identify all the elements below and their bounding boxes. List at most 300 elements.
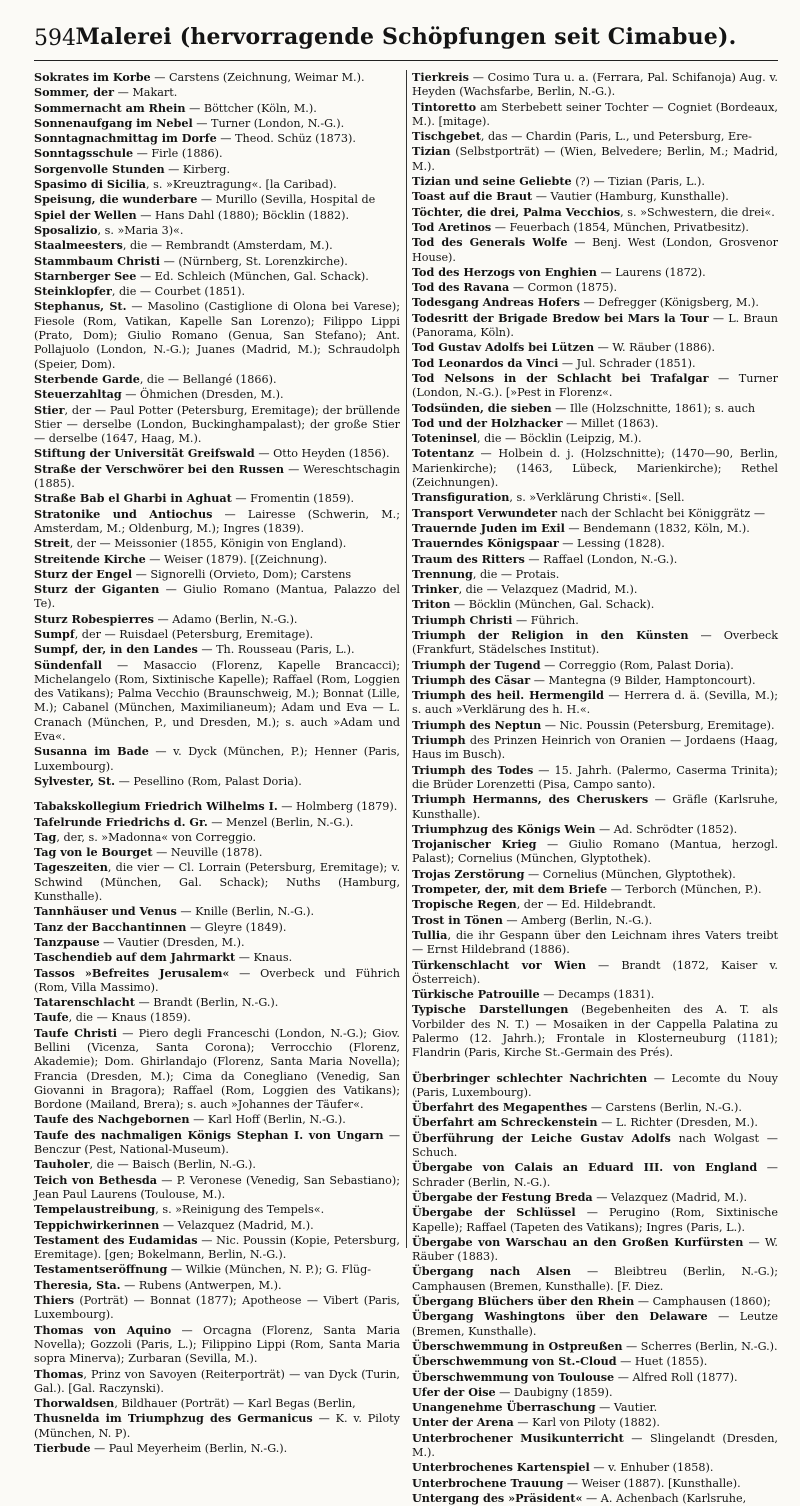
index-entry <box>34 612 400 627</box>
entry-heading: Übergang nach Alsen <box>412 1264 572 1279</box>
entry-text: — Amberg (Berlin, N.-G.). <box>502 913 653 927</box>
entry-text: — Karl Hoff (Berlin, N.-G.). <box>189 1113 346 1127</box>
entry-text: — Turner (London, N.-G.). [»Pest in Florenz«. <box>412 371 778 400</box>
entry-heading: Untergang des »Präsident« <box>412 1490 583 1505</box>
entry-heading: Trompeter, der, mit dem Briefe <box>412 882 608 897</box>
index-entry <box>412 1385 778 1400</box>
index-entry <box>412 1131 778 1161</box>
entry-heading: Tempelaustreibung <box>34 1202 156 1217</box>
entry-text: — Benczur (Pest, National-Museum). <box>34 1128 401 1157</box>
index-entry <box>412 867 778 882</box>
entry-heading: Sumpf, der, in den Landes <box>34 642 198 657</box>
entry-text: — Daubigny (1859). <box>495 1385 613 1399</box>
entry-text: — Bleibtreu (Berlin, N.-G.); Camphausen (Bremen, Kunsthalle). [F. Diez. <box>412 1265 778 1293</box>
entry-heading: Trost in Tönen <box>412 912 503 927</box>
entry-heading: Sonnenaufgang im Nebel <box>34 115 193 130</box>
entry-text: , der — Ruisdael (Petersburg, Eremitage). <box>74 627 314 641</box>
entry-heading: Tropische Regen <box>412 897 517 912</box>
index-entry <box>412 295 778 310</box>
entry-heading: Todsünden, die sieben <box>412 400 552 415</box>
entry-text: — Mantegna (9 Bilder, Hamptoncourt). <box>530 673 756 687</box>
entry-text: (Begebenheiten des A. T. als Vorbilder des N. T.) — Mosaiken in der Cappella Palatina zu Palermo (12. Jahrh.); Frontale in Klosterneuburg (1181); Flandrin (Paris, Kirche St.-Germain des Prés). <box>412 1003 778 1060</box>
entry-heading: Tannhäuser und Venus <box>34 904 177 919</box>
entry-heading: Sposalizio <box>34 222 98 237</box>
entry-heading: Stratonike und Antiochus <box>34 506 213 521</box>
index-entry <box>412 837 778 867</box>
entry-text: — 15. Jahrh. (Palermo, Caserma Trinita); die Brüder Lorenzetti (Pisa, Campo santo). <box>412 763 778 791</box>
index-entry <box>34 101 400 116</box>
index-entry <box>34 387 400 402</box>
entry-text: — W. Räuber (1883). <box>412 1235 778 1264</box>
entry-heading: Tod des Generals Wolfe <box>412 235 568 250</box>
index-entry <box>412 280 778 295</box>
entry-heading: Triumph Hermanns, des Cheruskers <box>412 792 649 807</box>
entry-text: — Knaus. <box>235 951 293 965</box>
index-entry <box>412 1190 778 1205</box>
entry-heading: Toteninsel <box>412 431 477 446</box>
index-entry <box>34 658 400 745</box>
entry-heading: Triumph <box>412 733 466 748</box>
entry-text: — Makart. <box>114 86 178 100</box>
index-entry <box>412 718 778 733</box>
entry-heading: Totentanz <box>412 446 474 461</box>
index-entry <box>34 269 400 284</box>
entry-text: — Wereschtschagin (1885). <box>34 462 400 491</box>
entry-heading: Toast auf die Braut <box>412 189 533 204</box>
index-entry <box>34 177 400 192</box>
entry-text: — Vautier (Dresden, M.). <box>99 935 245 949</box>
entry-text: — Masaccio (Florenz, Kapelle Brancacci); Michelangelo (Rom, Sixtinische Kapelle); Raffael (Rom, Loggien des Vatikans); Palma Vecchio (Braunschweig, M.); Bonnat (Lille, M.); Cabanel (München, Maximilianeum); Adam und Eva — L. Cranach (München, P., und Dresden, M.); s. auch »Adam und Eva«. <box>34 658 400 744</box>
entry-text: — Laurens (1872). <box>596 265 706 279</box>
entry-text: — Ed. Schleich (München, Gal. Schack). <box>136 269 369 283</box>
entry-heading: Unterbrochener Musikunterricht <box>412 1430 624 1445</box>
index-entry <box>34 799 400 814</box>
entry-text: — Neuville (1878). <box>152 846 263 860</box>
index-entry <box>34 1262 400 1277</box>
entry-text: — Pesellino (Rom, Palast Doria). <box>115 774 302 788</box>
entry-heading: Überschwemmung von Toulouse <box>412 1369 615 1384</box>
entry-heading: Taufe <box>34 1010 69 1025</box>
entry-heading: Steinklopfer <box>34 284 112 299</box>
entry-heading: Tischgebet <box>412 129 481 144</box>
entry-heading: Sokrates im Korbe <box>34 70 151 84</box>
index-entry <box>34 582 400 612</box>
entry-text: am Sterbebett seiner Tochter — Cogniet (Bordeaux, M.). [mitage). <box>412 100 778 128</box>
index-entry <box>34 860 400 904</box>
entry-heading: Unangenehme Überraschung <box>412 1400 596 1415</box>
index-entry <box>34 935 400 950</box>
entry-text: — Öhmichen (Dresden, M.). <box>121 388 284 402</box>
index-entry <box>412 70 778 100</box>
index-entry <box>34 1112 400 1127</box>
entry-text: — Rubens (Antwerpen, M.). <box>120 1278 282 1292</box>
entry-heading: Triumph des Neptun <box>412 717 542 732</box>
entry-text: — Hans Dahl (1880); Böcklin (1882). <box>136 208 350 222</box>
index-entry <box>412 100 778 130</box>
entry-text: — (Nürnberg, St. Lorenzkirche). <box>160 254 348 268</box>
entry-heading: Todesritt der Brigade Bredow bei Mars la Tour <box>412 310 709 325</box>
entry-heading: Transport Verwundeter <box>412 505 558 520</box>
entry-heading: Streit <box>34 536 70 551</box>
entry-text: , die — Baisch (Berlin, N.-G.). <box>89 1158 256 1172</box>
entry-text: , die — Knaus (1859). <box>68 1011 191 1025</box>
entry-heading: Sturz der Engel <box>34 566 133 581</box>
entry-text: — Böttcher (Köln, M.). <box>185 101 317 115</box>
index-entry <box>412 371 778 401</box>
entry-heading: Stephanus, St. <box>34 299 127 314</box>
index-entry <box>34 1396 400 1411</box>
index-entry <box>34 223 400 238</box>
entry-heading: Übergabe der Schlüssel <box>412 1205 576 1220</box>
index-entry <box>34 372 400 387</box>
entry-text: — Slingelandt (Dresden, M.). <box>412 1431 778 1460</box>
entry-heading: Tod des Herzogs von Enghien <box>412 264 597 279</box>
index-entry <box>34 507 400 537</box>
index-entry <box>34 1128 400 1158</box>
entry-text: — Millet (1863). <box>562 416 659 430</box>
entry-heading: Taufe des Nachgebornen <box>34 1112 190 1127</box>
entry-text: — Camphausen (1860); <box>634 1295 771 1309</box>
index-entry <box>412 733 778 763</box>
entry-heading: Testament des Eudamidas <box>34 1232 198 1247</box>
entry-text: — Terborch (München, P.). <box>607 883 762 897</box>
index-entry <box>34 815 400 830</box>
entry-text: des Prinzen Heinrich von Oranien — Jordaens (Haag, Haus im Busch). <box>412 734 778 762</box>
entry-heading: Überschwemmung von St.-Cloud <box>412 1354 617 1369</box>
index-entry <box>412 356 778 371</box>
entry-heading: Triumph des heil. Hermengild <box>412 688 604 703</box>
entry-heading: Trojas Zerstörung <box>412 866 525 881</box>
entry-heading: Tintoretto <box>412 99 477 114</box>
entry-text: , der — Ed. Hildebrandt. <box>516 898 656 912</box>
entry-heading: Sonntagnachmittag im Dorfe <box>34 131 217 146</box>
entry-heading: Taufe Christi <box>34 1025 118 1040</box>
entry-text: (Selbstporträt) — (Wien, Belvedere; Berlin, M.; Madrid, M.). <box>412 145 778 173</box>
index-entry <box>34 1173 400 1203</box>
index-entry <box>34 162 400 177</box>
index-entry <box>34 462 400 492</box>
entry-heading: Starnberger See <box>34 268 137 283</box>
entry-text: , der — Paul Potter (Petersburg, Eremitage); der brüllende Stier — derselbe (London, Buckinghampalast); der große Stier — derselbe (1647, Haag, M.). <box>34 403 400 446</box>
index-entry <box>34 1218 400 1233</box>
index-entry <box>34 1441 400 1456</box>
entry-text: — Führich. <box>512 613 579 627</box>
entry-text: — P. Veronese (Venedig, San Sebastiano); Jean Paul Laurens (Toulouse, M.). <box>34 1173 400 1201</box>
entry-text: — Piero degli Franceschi (London, N.-G.); Giov. Bellini (Vicenza, Santa Corona); Verrocchio (Florenz, Akademie); Dom. Ghirlandajo (Florenz, Santa Maria Novella); Francia (Dresden, M.); Cima da Conegliano (Venedig, San Giovanni in Bragora); Raffael (Rom, Loggien des Vatikans); Bordone (Mailand, Brera); s. auch »Johannes der Täufer«. <box>34 1026 400 1112</box>
entry-heading: Trinker <box>412 582 459 597</box>
entry-heading: Tag <box>34 829 57 844</box>
index-entry <box>34 642 400 657</box>
entry-text: — Gräfle (Karlsruhe, Kunsthalle). <box>412 793 778 821</box>
two-column-body <box>34 70 779 1505</box>
entry-heading: Trauernde Juden im Exil <box>412 520 565 535</box>
entry-text: — Bendemann (1832, Köln, M.). <box>564 521 750 535</box>
entry-text: , die — Velazquez (Madrid, M.). <box>458 583 638 597</box>
entry-text: — Brandt (1872, Kaiser v. Österreich). <box>412 958 778 986</box>
index-entry <box>412 958 778 988</box>
entry-heading: Sylvester, St. <box>34 773 116 788</box>
index-entry <box>34 536 400 551</box>
right-column <box>412 70 778 1506</box>
index-entry <box>412 235 778 265</box>
entry-heading: Tassos »Befreites Jerusalem« <box>34 965 230 980</box>
entry-text: — Th. Rousseau (Paris, L.). <box>197 643 355 657</box>
index-entry <box>412 1100 778 1115</box>
index-entry <box>412 882 778 897</box>
index-entry <box>412 521 778 536</box>
entry-heading: Sterbende Garde <box>34 371 140 386</box>
entry-text: — v. Dyck (München, P.); Henner (Paris, Luxembourg). <box>34 745 400 773</box>
index-entry <box>34 238 400 253</box>
entry-text: — Nic. Poussin (Kopie, Petersburg, Eremitage). [gen; Bokelmann, Berlin, N.-G.). <box>34 1233 400 1262</box>
entry-text: — Correggio (Rom, Palast Doria). <box>540 658 734 672</box>
entry-text: — Leutze (Bremen, Kunsthalle). <box>412 1310 778 1338</box>
index-entry <box>34 299 400 371</box>
index-entry <box>34 70 400 85</box>
index-entry <box>412 987 778 1002</box>
section-gap <box>34 789 400 799</box>
entry-heading: Tod Aretinos <box>412 219 492 234</box>
index-entry <box>34 85 400 100</box>
entry-heading: Testamentseröffnung <box>34 1262 168 1277</box>
entry-heading: Tag von le Bourget <box>34 845 153 860</box>
entry-text: — Decamps (1831). <box>539 988 655 1002</box>
entry-text: , s. »Verklärung Christi«. [Sell. <box>509 491 685 505</box>
entry-heading: Tod des Ravana <box>412 280 510 295</box>
entry-text: — Gleyre (1849). <box>186 920 287 934</box>
index-entry <box>34 403 400 447</box>
entry-text: — Menzel (Berlin, N.-G.). <box>207 815 354 829</box>
entry-heading: Thusnelda im Triumphzug des Germanicus <box>34 1411 313 1426</box>
entry-heading: Typische Darstellungen <box>412 1002 569 1017</box>
entry-text: — Knille (Berlin, N.-G.). <box>176 905 315 919</box>
entry-text: , die — Bellangé (1866). <box>139 372 277 386</box>
entry-text: — Overbeck (Frankfurt, Städelsches Institut). <box>412 628 778 657</box>
entry-text: — Huet (1855). <box>616 1355 708 1369</box>
entry-text: — Ille (Holzschnitte, 1861); s. auch <box>551 401 756 415</box>
entry-text: — Böcklin (München, Gal. Schack). <box>450 598 655 612</box>
entry-heading: Überschwemmung in Ostpreußen <box>412 1338 623 1353</box>
entry-text: — Carstens (Berlin, N.-G.). <box>587 1101 742 1115</box>
entry-heading: Sturz Robespierres <box>34 611 154 626</box>
entry-text: — Brandt (Berlin, N.-G.). <box>134 996 279 1010</box>
entry-text: — Benj. West (London, Grosvenor House). <box>412 236 779 264</box>
entry-heading: Trauerndes Königspaar <box>412 536 559 551</box>
entry-text: — Karl von Piloty (1882). <box>513 1416 660 1430</box>
entry-text: — Nic. Poussin (Petersburg, Eremitage). <box>541 718 775 732</box>
page-title: Malerei (hervorragende Schöpfungen seit Cimabue). <box>75 24 737 50</box>
entry-heading: Triumph des Todes <box>412 762 534 777</box>
index-entry <box>412 220 778 235</box>
index-entry <box>412 582 778 597</box>
entry-heading: Thomas <box>34 1366 84 1381</box>
entry-text: — Weiser (1887). [Kunsthalle). <box>563 1476 741 1490</box>
entry-heading: Trojanischer Krieg <box>412 837 537 852</box>
index-entry <box>412 928 778 958</box>
entry-text: — Alfred Roll (1877). <box>614 1370 738 1384</box>
entry-heading: Transfiguration <box>412 490 510 505</box>
entry-text: — Raffael (London, N.-G.). <box>524 552 678 566</box>
entry-heading: Tafelrunde Friedrichs d. Gr. <box>34 814 208 829</box>
index-entry <box>412 1115 778 1130</box>
entry-text: — Lecomte du Nouy (Paris, Luxembourg). <box>412 1071 779 1099</box>
index-entry <box>34 254 400 269</box>
entry-heading: Tanz der Bacchantinnen <box>34 919 187 934</box>
entry-text: — Jul. Schrader (1851). <box>558 356 696 370</box>
index-entry <box>34 1367 400 1397</box>
entry-text: — Masolino (Castiglione di Olona bei Varese); Fiesole (Rom, Vatikan, Kapelle San Lorenzo); Filippo Lippi (Prato, Dom); Giulio Romano (Genua, San Stefano); Ant. Pollajuolo (London, N.-G.); Juanes (Madrid, M.); Schraudolph (Speier, Dom). <box>34 300 400 371</box>
entry-heading: Tod und der Holzhacker <box>412 415 563 430</box>
index-entry <box>412 401 778 416</box>
index-entry <box>412 490 778 505</box>
index-entry <box>412 1294 778 1309</box>
entry-text: — Theod. Schüz (1873). <box>216 132 356 146</box>
index-entry <box>412 1491 778 1506</box>
entry-text: — Overbeck und Führich (Rom, Villa Massimo). <box>34 966 401 994</box>
index-entry <box>412 1205 778 1235</box>
index-entry <box>412 1370 778 1385</box>
index-entry <box>412 567 778 582</box>
entry-text: — Kirberg. <box>164 162 231 176</box>
entry-text: , die vier — Cl. Lorrain (Petersburg, Eremitage); v. Schwind (München, Gal. Schack); Nuths (Hamburg, Kunsthalle). <box>34 861 400 904</box>
index-entry <box>34 1411 400 1441</box>
index-entry <box>34 552 400 567</box>
entry-heading: Übergang Blüchers über den Rhein <box>412 1294 635 1309</box>
entry-text: — Ad. Schrödter (1852). <box>595 822 738 836</box>
entry-text: — W. Räuber (1886). <box>594 341 716 355</box>
entry-heading: Tierkreis <box>412 70 469 84</box>
entry-text: , der — Meissonier (1855, Königin von England). <box>69 537 347 551</box>
index-entry <box>34 627 400 642</box>
index-entry <box>412 174 778 189</box>
index-entry <box>34 131 400 146</box>
entry-heading: Todesgang Andreas Hofers <box>412 295 580 310</box>
entry-text: — Otto Heyden (1856). <box>254 447 390 461</box>
entry-text: , s. »Maria 3)«. <box>97 223 184 237</box>
entry-text: , s. »Reinigung des Tempels«. <box>155 1203 325 1217</box>
entry-text: — Giulio Romano (Mantua, Palazzo del Te). <box>34 583 401 611</box>
entry-text: — Vautier (Hamburg, Kunsthalle). <box>532 190 729 204</box>
index-entry <box>34 192 400 207</box>
left-column <box>34 70 400 1456</box>
entry-heading: Triumph der Tugend <box>412 657 541 672</box>
index-entry <box>34 491 400 506</box>
entry-text: — Signorelli (Orvieto, Dom); Carstens <box>132 567 352 581</box>
entry-heading: Taufe des nachmaligen Königs Stephan I. von Ungarn <box>34 1127 384 1142</box>
entry-heading: Susanna im Bade <box>34 744 149 759</box>
entry-text: , Prinz von Savoyen (Reiterporträt) — van Dyck (Turin, Gal.). [Gal. Raczynski). <box>34 1367 400 1395</box>
index-entry <box>412 536 778 551</box>
index-entry <box>412 913 778 928</box>
index-entry <box>412 597 778 612</box>
index-entry <box>412 506 778 521</box>
entry-text: — A. Achenbach (Karlsruhe, <box>582 1491 747 1505</box>
index-entry <box>412 1264 778 1294</box>
entry-text: , die — Rembrandt (Amsterdam, M.). <box>122 239 333 253</box>
entry-heading: Thomas von Aquino <box>34 1322 172 1337</box>
index-entry <box>412 1339 778 1354</box>
entry-text: — Cosimo Tura u. a. (Ferrara, Pal. Schifanoja) Aug. v. Heyden (Wachsfarbe, Berlin, N.-G.). <box>412 71 778 99</box>
index-entry <box>412 311 778 341</box>
entry-heading: Tabakskollegium Friedrich Wilhelms I. <box>34 799 278 814</box>
entry-text: — Lairesse (Schwerin, M.; Amsterdam, M.; Oldenburg, M.); Ingres (1839). <box>34 507 400 535</box>
index-entry <box>34 1323 400 1367</box>
index-entry <box>34 1026 400 1113</box>
entry-heading: Theresia, Sta. <box>34 1277 121 1292</box>
index-entry <box>412 1071 778 1101</box>
index-entry <box>412 628 778 658</box>
entry-heading: Straße Bab el Gharbi in Aghuat <box>34 491 232 506</box>
index-entry <box>34 1010 400 1025</box>
entry-heading: Triumph des Cäsar <box>412 672 531 687</box>
entry-heading: Unterbrochenes Kartenspiel <box>412 1460 590 1475</box>
entry-heading: Tanzpause <box>34 934 100 949</box>
entry-text: — Lessing (1828). <box>558 537 665 551</box>
entry-text: — Vautier. <box>595 1401 658 1415</box>
entry-text: — Holbein d. j. (Holzschnitte); (1470—90, Berlin, Marienkirche); (1463, Lübeck, Marienkirche); Rethel (Zeichnungen). <box>412 447 778 490</box>
entry-heading: Staalmeesters <box>34 238 123 253</box>
entry-heading: Tullia <box>412 927 448 942</box>
index-entry <box>412 1002 778 1060</box>
entry-text: — Firle (1886). <box>133 147 223 161</box>
index-entry <box>412 1460 778 1475</box>
entry-heading: Sumpf <box>34 626 75 641</box>
entry-heading: Tizian und seine Geliebte <box>412 174 572 189</box>
entry-text: , die — Courbet (1851). <box>111 285 246 299</box>
index-entry <box>34 1157 400 1172</box>
index-entry <box>34 146 400 161</box>
entry-heading: Triumph Christi <box>412 612 513 627</box>
entry-heading: Teich von Bethesda <box>34 1172 157 1187</box>
entry-heading: Tod Leonardos da Vinci <box>412 355 559 370</box>
entry-text: , der, s. »Madonna« von Correggio. <box>56 830 257 844</box>
entry-heading: Thorwaldsen <box>34 1396 115 1411</box>
entry-heading: Überführung der Leiche Gustav Adolfs <box>412 1130 671 1145</box>
entry-text: , die — Protais. <box>472 567 560 581</box>
entry-text: — Scherres (Berlin, N.-G.). <box>622 1339 778 1353</box>
entry-text: — Velazquez (Madrid, M.). <box>159 1218 314 1232</box>
index-entry <box>412 1400 778 1415</box>
entry-text: (?) — Tizian (Paris, L.). <box>571 175 705 189</box>
entry-heading: Tauholer <box>34 1157 90 1172</box>
page-number: 594 <box>34 26 76 51</box>
entry-heading: Tizian <box>412 144 451 159</box>
entry-text: — Schrader (Berlin, N.-G.). <box>412 1161 778 1189</box>
entry-heading: Töchter, die drei, Palma Vecchios <box>412 204 621 219</box>
index-entry <box>34 904 400 919</box>
entry-text: , das — Chardin (Paris, L., und Petersburg, Ere- <box>480 130 752 144</box>
index-entry <box>412 189 778 204</box>
index-entry <box>34 995 400 1010</box>
entry-heading: Überbringer schlechter Nachrichten <box>412 1070 648 1085</box>
index-entry <box>412 1160 778 1190</box>
index-entry <box>412 1431 778 1461</box>
index-entry <box>412 613 778 628</box>
entry-heading: Traum des Ritters <box>412 551 525 566</box>
entry-heading: Triton <box>412 597 451 612</box>
entry-text: nach der Schlacht bei Königgrätz — <box>557 506 766 520</box>
index-entry <box>34 116 400 131</box>
entry-text: — Cornelius (München, Glyptothek). <box>524 867 736 881</box>
index-entry <box>412 552 778 567</box>
entry-text: — Orcagna (Florenz, Santa Maria Novella); Gozzoli (Paris, L.); Filippino Lippi (Rom, Santa Maria sopra Minerva); Zurbaran (Sevilla, M.). <box>34 1323 400 1366</box>
entry-heading: Überfahrt des Megapenthes <box>412 1100 588 1115</box>
entry-heading: Ufer der Oise <box>412 1384 496 1399</box>
index-entry <box>34 1278 400 1293</box>
column-divider <box>406 70 407 1248</box>
entry-text: — Turner (London, N.-G.). <box>192 116 345 130</box>
entry-heading: Spiel der Wellen <box>34 207 137 222</box>
